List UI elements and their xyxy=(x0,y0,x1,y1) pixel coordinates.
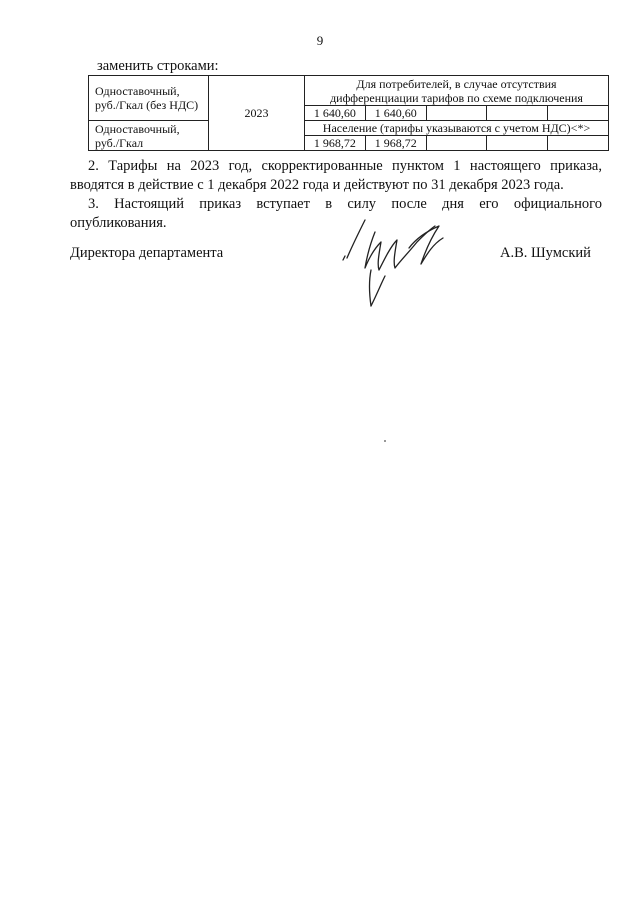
table-row xyxy=(89,121,609,136)
row2-value-3 xyxy=(426,136,487,151)
year-cell: 2023 xyxy=(209,76,305,151)
handwritten-signature xyxy=(335,218,450,313)
row2-value-2: 1 968,72 xyxy=(365,136,426,151)
signatory-title: Директора департамента xyxy=(70,245,224,261)
row1-header: Для потребителей, в случае отсутствия дифференциации тарифов по схеме подключения xyxy=(305,76,609,106)
paragraph-3-line-2: опубликования. xyxy=(70,215,167,231)
row1-value-2: 1 640,60 xyxy=(365,106,426,121)
page-number: 9 xyxy=(316,33,324,48)
row2-value-5 xyxy=(548,136,609,151)
row2-header: Население (тарифы указываются с учетом НДС)<*> xyxy=(305,121,609,136)
row2-value-4 xyxy=(487,136,548,151)
page-speck xyxy=(384,440,386,442)
tariff-table xyxy=(88,75,609,151)
paragraph-2-line-1: 2. Тарифы на 2023 год, скорректированные пунктом 1 настоящего приказа, xyxy=(88,158,602,174)
paragraph-3-line-1: 3. Настоящий приказ вступает в силу после дня его официального xyxy=(88,196,602,212)
paragraph-2-line-2: вводятся в действие с 1 декабря 2022 года и действуют по 31 декабря 2023 года. xyxy=(70,177,564,193)
row2-name: Одноставочный, руб./Гкал xyxy=(89,121,209,151)
signatory-name: А.В. Шумский xyxy=(500,245,591,261)
intro-text: заменить строками: xyxy=(97,58,219,74)
row1-value-5 xyxy=(548,106,609,121)
row1-value-4 xyxy=(487,106,548,121)
row1-value-1: 1 640,60 xyxy=(305,106,366,121)
row1-value-3 xyxy=(426,106,487,121)
row1-name: Одноставочный, руб./Гкал (без НДС) xyxy=(89,76,209,121)
paragraph-2 xyxy=(70,157,602,195)
row2-value-1: 1 968,72 xyxy=(305,136,366,151)
table-row xyxy=(89,76,609,106)
